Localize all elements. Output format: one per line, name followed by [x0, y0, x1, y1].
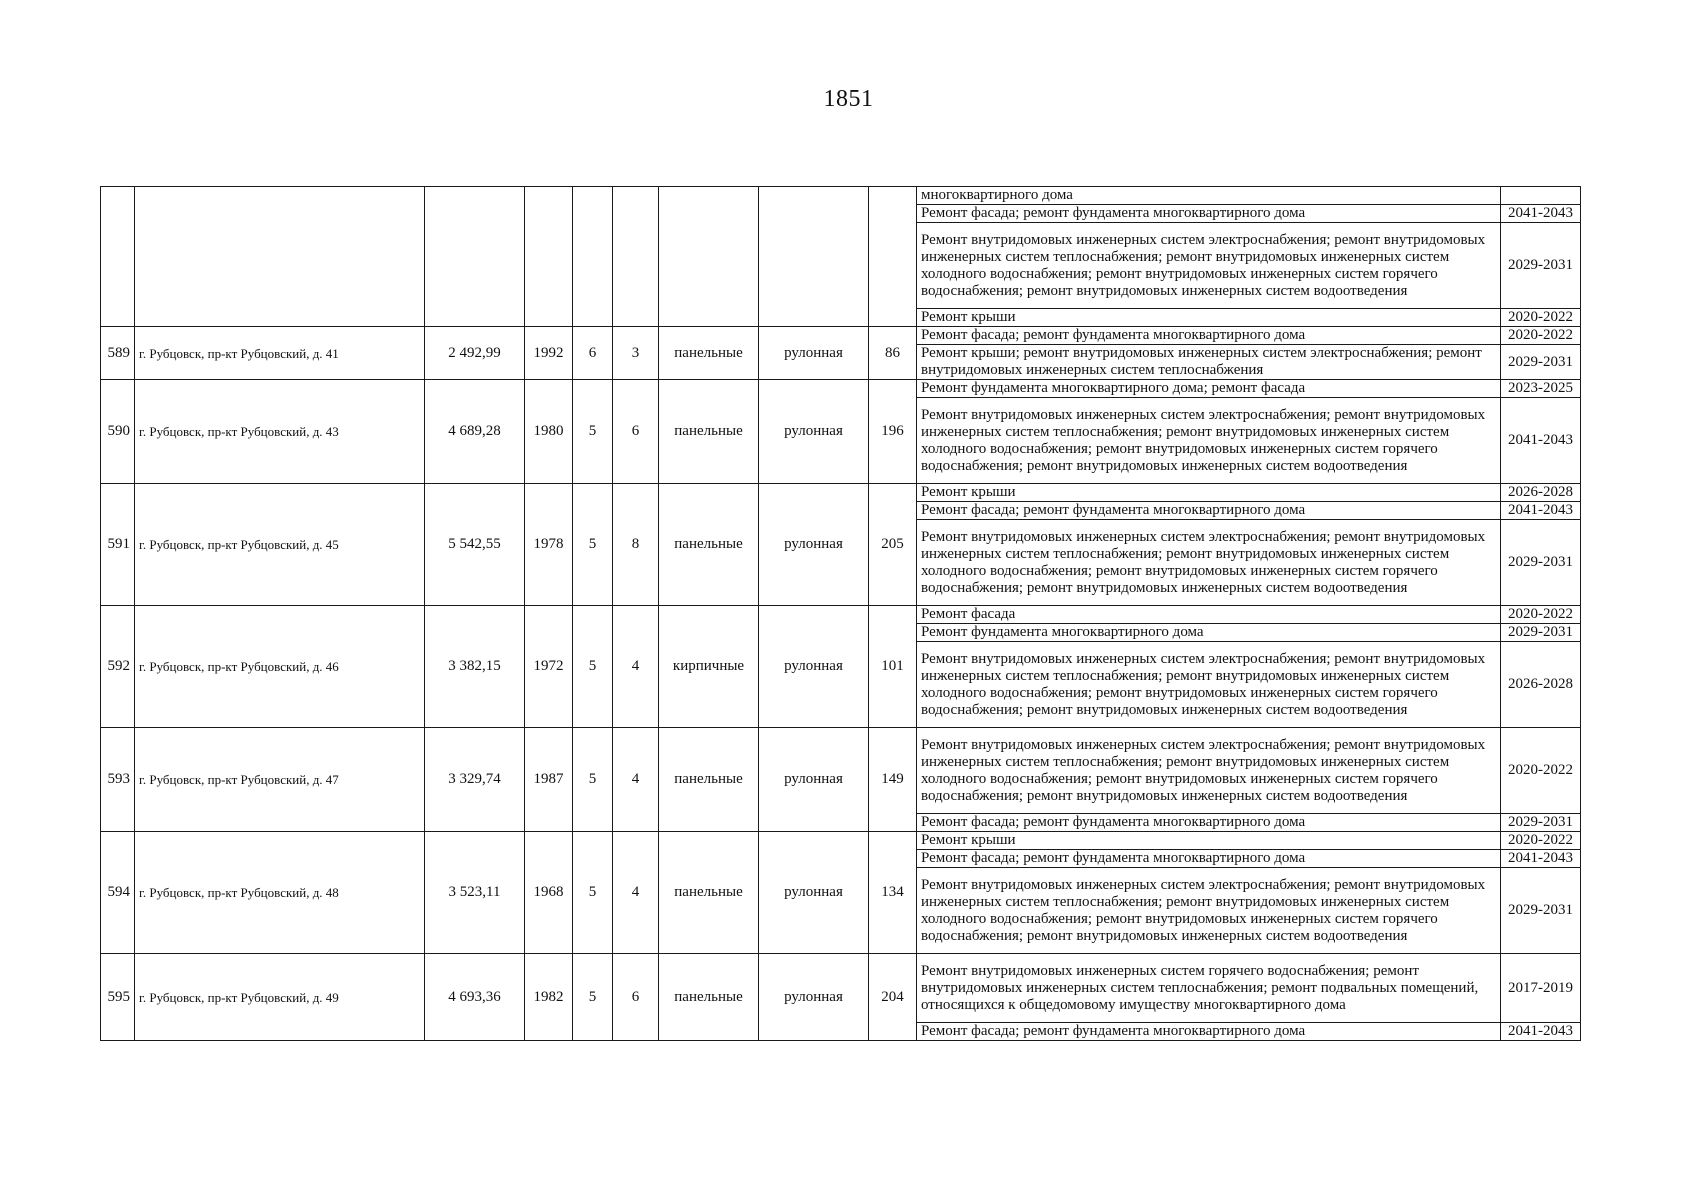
- floors-cell: 6: [573, 327, 613, 380]
- table-row: [101, 380, 1581, 398]
- wall-material-cell: [659, 187, 759, 327]
- work-period: 2029-2031: [1501, 223, 1581, 309]
- roof-type-cell: рулонная: [759, 484, 869, 606]
- housing-repair-table: [100, 186, 1581, 1041]
- work-period: 2041-2043: [1501, 850, 1581, 868]
- wall-material-cell: панельные: [659, 380, 759, 484]
- entrances-cell: 4: [613, 832, 659, 954]
- year-cell: 1982: [525, 954, 573, 1041]
- table-row: [101, 832, 1581, 850]
- work-description: Ремонт фасада; ремонт фундамента многоквартирного дома: [917, 205, 1501, 223]
- wall-material-cell: панельные: [659, 954, 759, 1041]
- floors-cell: 5: [573, 832, 613, 954]
- work-description: Ремонт фундамента многоквартирного дома; ремонт фасада: [917, 380, 1501, 398]
- wall-material-cell: панельные: [659, 728, 759, 832]
- work-period: 2020-2022: [1501, 327, 1581, 345]
- area-cell: 3 523,11: [425, 832, 525, 954]
- work-description: Ремонт внутридомовых инженерных систем электроснабжения; ремонт внутридомовых инженерных систем теплоснабжения; ремонт внутридомовых инженерных систем холодного водоснабжения; ремонт внутридомовых инженерных систем горячего водоснабжения; ремонт внутридомовых инженерных систем водоотведения: [917, 223, 1501, 309]
- area-cell: [425, 187, 525, 327]
- work-period: 2026-2028: [1501, 484, 1581, 502]
- work-description: Ремонт фасада; ремонт фундамента многоквартирного дома: [917, 1023, 1501, 1041]
- roof-type-cell: рулонная: [759, 728, 869, 832]
- floors-cell: 5: [573, 728, 613, 832]
- table-row: [101, 187, 1581, 205]
- row-number: 592: [101, 606, 135, 728]
- roof-type-cell: рулонная: [759, 954, 869, 1041]
- work-period: 2017-2019: [1501, 954, 1581, 1023]
- work-description: Ремонт фасада; ремонт фундамента многоквартирного дома: [917, 814, 1501, 832]
- work-description: Ремонт фундамента многоквартирного дома: [917, 624, 1501, 642]
- row-number: [101, 187, 135, 327]
- entrances-cell: 6: [613, 380, 659, 484]
- wall-material-cell: панельные: [659, 832, 759, 954]
- work-period: 2020-2022: [1501, 606, 1581, 624]
- year-cell: 1978: [525, 484, 573, 606]
- address-cell: г. Рубцовск, пр-кт Рубцовский, д. 47: [135, 728, 425, 832]
- residents-cell: 101: [869, 606, 917, 728]
- floors-cell: [573, 187, 613, 327]
- entrances-cell: 4: [613, 728, 659, 832]
- floors-cell: 5: [573, 606, 613, 728]
- work-period: 2029-2031: [1501, 624, 1581, 642]
- roof-type-cell: рулонная: [759, 606, 869, 728]
- year-cell: 1992: [525, 327, 573, 380]
- work-period: 2029-2031: [1501, 520, 1581, 606]
- residents-cell: 196: [869, 380, 917, 484]
- work-description: Ремонт фасада; ремонт фундамента многоквартирного дома: [917, 502, 1501, 520]
- row-number: 595: [101, 954, 135, 1041]
- table-row: [101, 606, 1581, 624]
- work-description: Ремонт фасада: [917, 606, 1501, 624]
- page-number: 1851: [823, 86, 874, 112]
- wall-material-cell: кирпичные: [659, 606, 759, 728]
- floors-cell: 5: [573, 380, 613, 484]
- address-cell: г. Рубцовск, пр-кт Рубцовский, д. 43: [135, 380, 425, 484]
- work-period: 2041-2043: [1501, 398, 1581, 484]
- address-cell: [135, 187, 425, 327]
- area-cell: 4 689,28: [425, 380, 525, 484]
- work-description: Ремонт фасада; ремонт фундамента многоквартирного дома: [917, 850, 1501, 868]
- entrances-cell: 6: [613, 954, 659, 1041]
- work-period: 2020-2022: [1501, 832, 1581, 850]
- work-period: 2020-2022: [1501, 309, 1581, 327]
- year-cell: [525, 187, 573, 327]
- residents-cell: [869, 187, 917, 327]
- area-cell: 4 693,36: [425, 954, 525, 1041]
- work-period: 2029-2031: [1501, 868, 1581, 954]
- roof-type-cell: рулонная: [759, 380, 869, 484]
- roof-type-cell: рулонная: [759, 832, 869, 954]
- wall-material-cell: панельные: [659, 484, 759, 606]
- table-row: [101, 484, 1581, 502]
- work-description: Ремонт крыши: [917, 832, 1501, 850]
- floors-cell: 5: [573, 954, 613, 1041]
- work-description: многоквартирного дома: [917, 187, 1501, 205]
- address-cell: г. Рубцовск, пр-кт Рубцовский, д. 48: [135, 832, 425, 954]
- entrances-cell: 3: [613, 327, 659, 380]
- roof-type-cell: рулонная: [759, 327, 869, 380]
- entrances-cell: [613, 187, 659, 327]
- year-cell: 1980: [525, 380, 573, 484]
- table-row: [101, 728, 1581, 814]
- entrances-cell: 4: [613, 606, 659, 728]
- row-number: 589: [101, 327, 135, 380]
- work-description: Ремонт внутридомовых инженерных систем электроснабжения; ремонт внутридомовых инженерных систем теплоснабжения; ремонт внутридомовых инженерных систем холодного водоснабжения; ремонт внутридомовых инженерных систем горячего водоснабжения; ремонт внутридомовых инженерных систем водоотведения: [917, 868, 1501, 954]
- work-period: 2041-2043: [1501, 502, 1581, 520]
- table-row: [101, 954, 1581, 1023]
- residents-cell: 86: [869, 327, 917, 380]
- work-description: Ремонт внутридомовых инженерных систем электроснабжения; ремонт внутридомовых инженерных систем теплоснабжения; ремонт внутридомовых инженерных систем холодного водоснабжения; ремонт внутридомовых инженерных систем горячего водоснабжения; ремонт внутридомовых инженерных систем водоотведения: [917, 728, 1501, 814]
- work-description: Ремонт крыши: [917, 309, 1501, 327]
- work-description: Ремонт фасада; ремонт фундамента многоквартирного дома: [917, 327, 1501, 345]
- work-period: 2026-2028: [1501, 642, 1581, 728]
- residents-cell: 204: [869, 954, 917, 1041]
- work-description: Ремонт внутридомовых инженерных систем электроснабжения; ремонт внутридомовых инженерных систем теплоснабжения; ремонт внутридомовых инженерных систем холодного водоснабжения; ремонт внутридомовых инженерных систем горячего водоснабжения; ремонт внутридомовых инженерных систем водоотведения: [917, 642, 1501, 728]
- area-cell: 2 492,99: [425, 327, 525, 380]
- year-cell: 1968: [525, 832, 573, 954]
- row-number: 594: [101, 832, 135, 954]
- address-cell: г. Рубцовск, пр-кт Рубцовский, д. 45: [135, 484, 425, 606]
- floors-cell: 5: [573, 484, 613, 606]
- table-row: [101, 327, 1581, 345]
- work-description: Ремонт крыши: [917, 484, 1501, 502]
- residents-cell: 149: [869, 728, 917, 832]
- area-cell: 3 329,74: [425, 728, 525, 832]
- work-description: Ремонт внутридомовых инженерных систем электроснабжения; ремонт внутридомовых инженерных систем теплоснабжения; ремонт внутридомовых инженерных систем холодного водоснабжения; ремонт внутридомовых инженерных систем горячего водоснабжения; ремонт внутридомовых инженерных систем водоотведения: [917, 520, 1501, 606]
- area-cell: 5 542,55: [425, 484, 525, 606]
- roof-type-cell: [759, 187, 869, 327]
- work-period: 2041-2043: [1501, 1023, 1581, 1041]
- area-cell: 3 382,15: [425, 606, 525, 728]
- year-cell: 1972: [525, 606, 573, 728]
- wall-material-cell: панельные: [659, 327, 759, 380]
- work-period: 2029-2031: [1501, 814, 1581, 832]
- work-description: Ремонт внутридомовых инженерных систем электроснабжения; ремонт внутридомовых инженерных систем теплоснабжения; ремонт внутридомовых инженерных систем холодного водоснабжения; ремонт внутридомовых инженерных систем горячего водоснабжения; ремонт внутридомовых инженерных систем водоотведения: [917, 398, 1501, 484]
- work-period: 2029-2031: [1501, 345, 1581, 380]
- work-period: [1501, 187, 1581, 205]
- work-period: 2023-2025: [1501, 380, 1581, 398]
- row-number: 593: [101, 728, 135, 832]
- row-number: 591: [101, 484, 135, 606]
- entrances-cell: 8: [613, 484, 659, 606]
- work-description: Ремонт внутридомовых инженерных систем горячего водоснабжения; ремонт внутридомовых инженерных систем теплоснабжения; ремонт подвальных помещений, относящихся к общедомовому имуществу многоквартирного дома: [917, 954, 1501, 1023]
- address-cell: г. Рубцовск, пр-кт Рубцовский, д. 46: [135, 606, 425, 728]
- address-cell: г. Рубцовск, пр-кт Рубцовский, д. 49: [135, 954, 425, 1041]
- work-period: 2020-2022: [1501, 728, 1581, 814]
- address-cell: г. Рубцовск, пр-кт Рубцовский, д. 41: [135, 327, 425, 380]
- work-description: Ремонт крыши; ремонт внутридомовых инженерных систем электроснабжения; ремонт внутридомовых инженерных систем теплоснабжения: [917, 345, 1501, 380]
- residents-cell: 205: [869, 484, 917, 606]
- year-cell: 1987: [525, 728, 573, 832]
- work-period: 2041-2043: [1501, 205, 1581, 223]
- residents-cell: 134: [869, 832, 917, 954]
- row-number: 590: [101, 380, 135, 484]
